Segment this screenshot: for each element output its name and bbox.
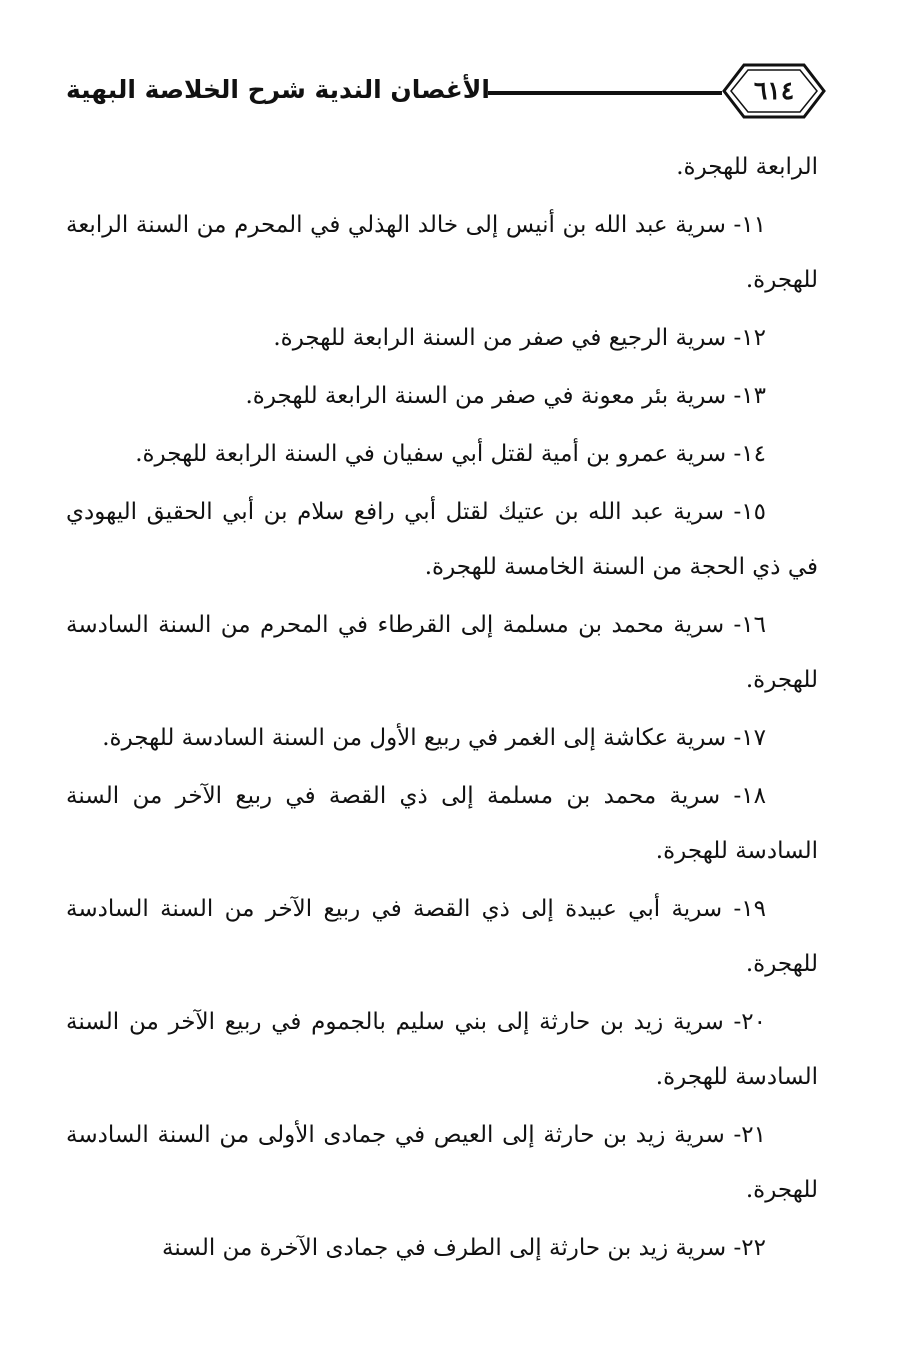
page-header xyxy=(65,62,826,126)
book-title: الأغصان الندية شرح الخلاصة البهية xyxy=(65,75,490,104)
list-item: ١٢- سرية الرجيع في صفر من السنة الرابعة للهجرة. xyxy=(273,325,766,351)
list-item: ١٥- سرية عبد الله بن عتيك لقتل أبي رافع سلام بن أبي الحقيق اليهودي في ذي الحجة من السنة الخامسة للهجرة. xyxy=(66,499,818,580)
list-item: ٢٠- سرية زيد بن حارثة إلى بني سليم بالجموم في ربيع الآخر من السنة السادسة للهجرة. xyxy=(66,1009,818,1090)
header-rule xyxy=(488,91,722,95)
page-number: ٦١٤ xyxy=(753,76,795,105)
page-body xyxy=(66,140,818,1276)
page-number-badge xyxy=(722,62,826,120)
list-item: ١٦- سرية محمد بن مسلمة إلى القرطاء في المحرم من السنة السادسة للهجرة. xyxy=(66,612,818,693)
list-item: ٢١- سرية زيد بن حارثة إلى العيص في جمادى الأولى من السنة السادسة للهجرة. xyxy=(66,1122,818,1203)
list-item: ١٣- سرية بئر معونة في صفر من السنة الرابعة للهجرة. xyxy=(245,383,766,409)
list-item: ١٨- سرية محمد بن مسلمة إلى ذي القصة في ربيع الآخر من السنة السادسة للهجرة. xyxy=(66,783,818,864)
list-item: ١٧- سرية عكاشة إلى الغمر في ربيع الأول من السنة السادسة للهجرة. xyxy=(102,725,766,751)
list-item: ٢٢- سرية زيد بن حارثة إلى الطرف في جمادى الآخرة من السنة xyxy=(162,1235,766,1261)
list-item: ١١- سرية عبد الله بن أنيس إلى خالد الهذلي في المحرم من السنة الرابعة للهجرة. xyxy=(66,212,818,293)
list-item: ١٩- سرية أبي عبيدة إلى ذي القصة في ربيع الآخر من السنة السادسة للهجرة. xyxy=(66,896,818,977)
paragraph-continuation: الرابعة للهجرة. xyxy=(676,154,818,180)
list-item: ١٤- سرية عمرو بن أمية لقتل أبي سفيان في السنة الرابعة للهجرة. xyxy=(135,441,766,467)
